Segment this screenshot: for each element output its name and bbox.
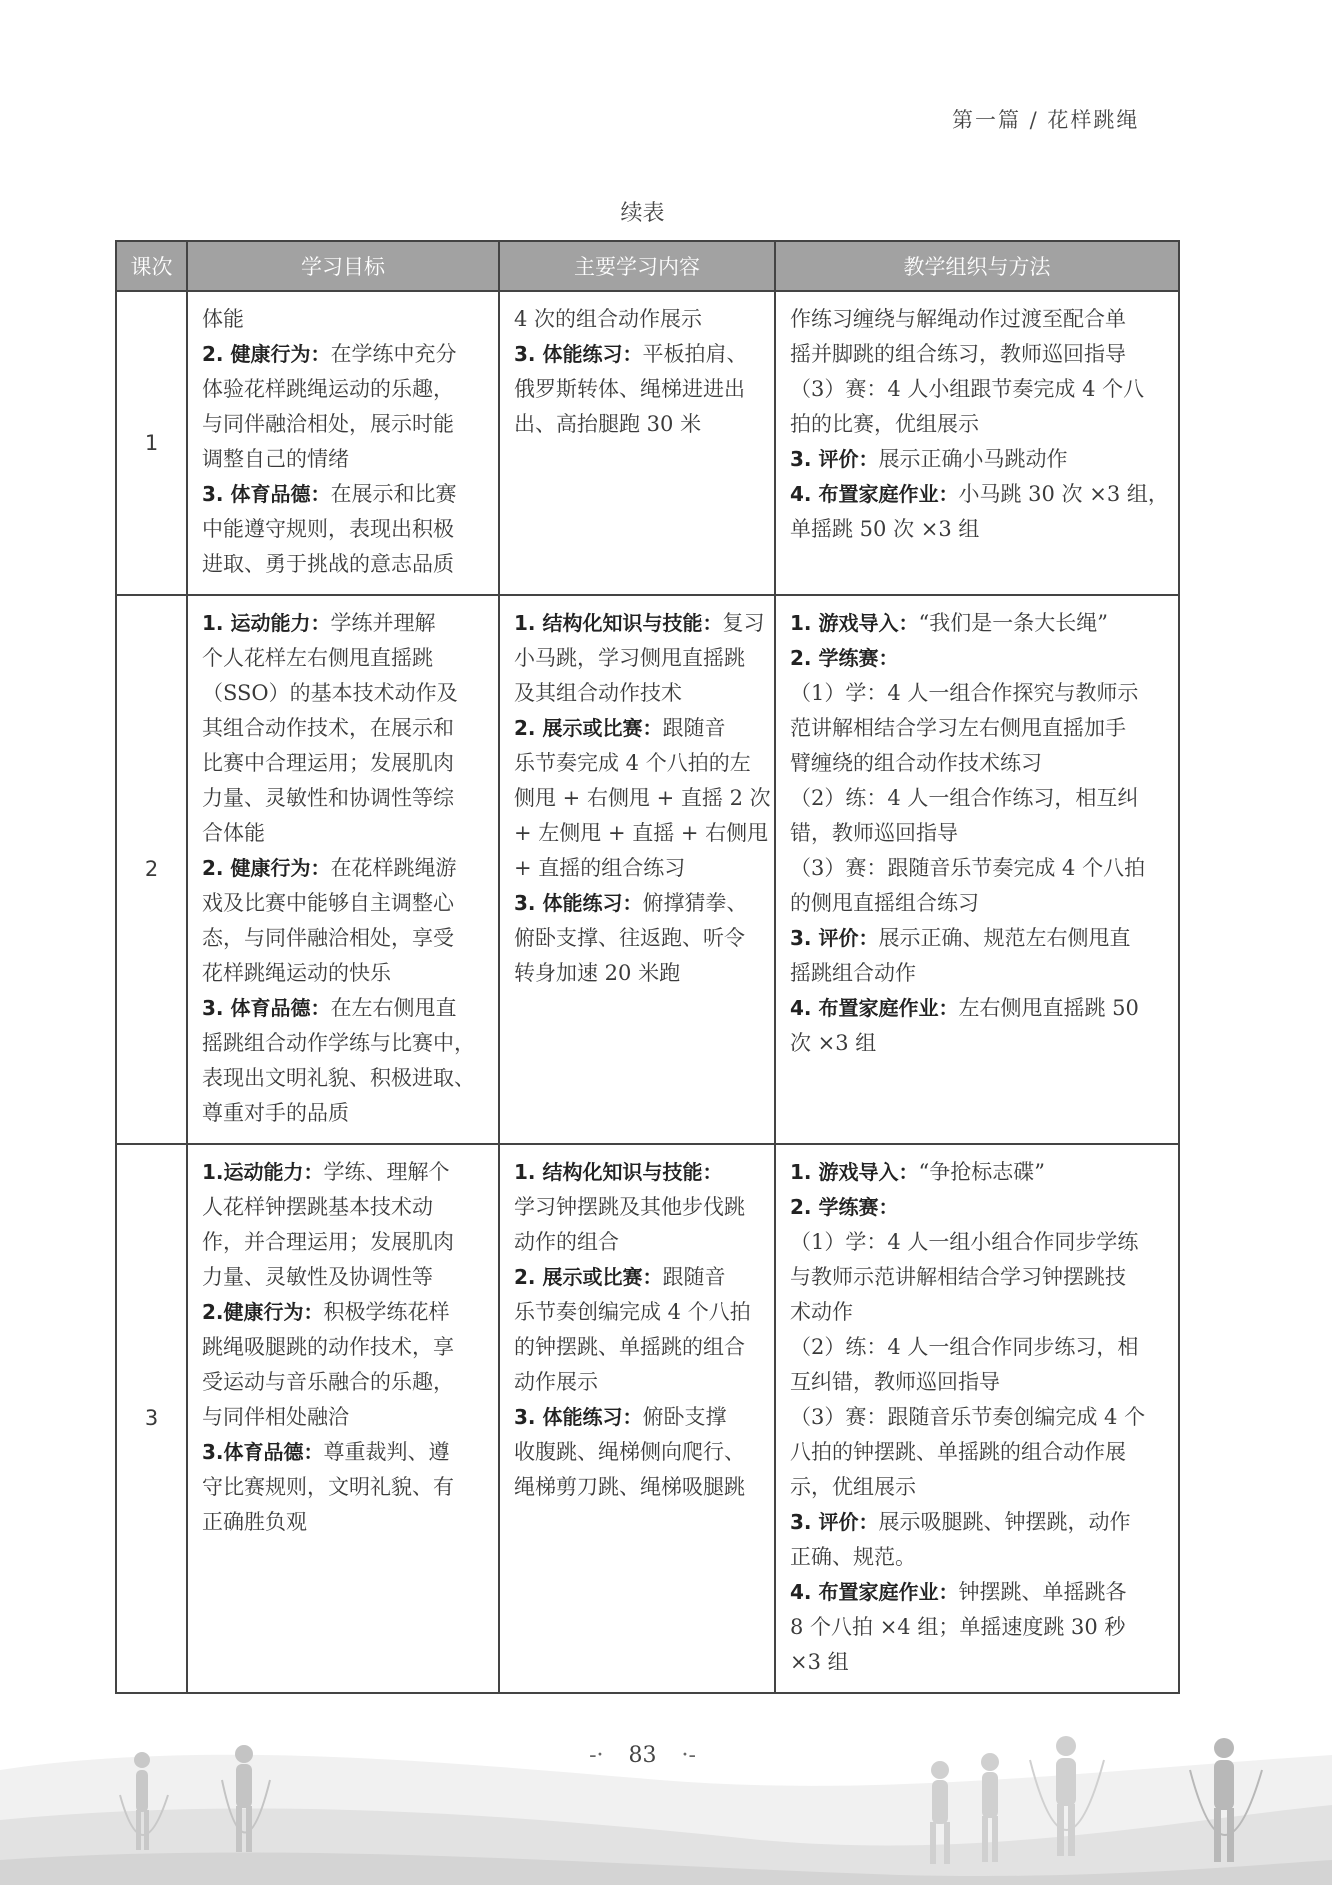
cell-line: [202, 991, 488, 1026]
header-learning-goals: 学习目标: [187, 241, 499, 291]
cell-line-heading: 3. 评价：: [790, 447, 879, 471]
cell-line-text: 复习: [722, 611, 765, 635]
cell-line: [514, 1295, 764, 1330]
cell-line: [514, 1330, 764, 1365]
cell-line-text: 力量、灵敏性及协调性等: [202, 1265, 433, 1289]
cell-line: [202, 1505, 488, 1540]
cell-line: [514, 1400, 764, 1435]
cell-line-text: 乐节奏创编完成 4 个八拍: [514, 1300, 751, 1324]
cell-line-text: 在花样跳绳游: [330, 856, 457, 880]
cell-line-text: 俄罗斯转体、绳梯进进出: [514, 377, 745, 401]
cell-line: [202, 606, 488, 641]
cell-line-text: 出、高抬腿跑 30 米: [514, 412, 702, 436]
cell-line: [790, 851, 1168, 886]
lesson-number-cell: 3: [116, 1144, 187, 1693]
cell-line-text: 8 个八拍 ×4 组；单摇速度跳 30 秒: [790, 1615, 1126, 1639]
cell-line-text: “我们是一条大长绳”: [918, 611, 1108, 635]
cell-line-text: 戏及比赛中能够自主调整心: [202, 891, 454, 915]
cell-line-heading: 2. 展示或比赛：: [514, 716, 663, 740]
cell-line-text: 转身加速 20 米跑: [514, 961, 681, 985]
cell-line-text: 表现出文明礼貌、积极进取、: [202, 1066, 475, 1090]
cell-line: [790, 1505, 1168, 1540]
cell-line: [790, 956, 1168, 991]
cell-line-text: 的侧甩直摇组合练习: [790, 891, 979, 915]
cell-line-text: 人花样钟摆跳基本技术动: [202, 1195, 433, 1219]
cell-line: [790, 1026, 1168, 1061]
teaching-methods-cell: [775, 291, 1179, 595]
cell-line-text: 正确、规范。: [790, 1545, 916, 1569]
header-main-content: 主要学习内容: [499, 241, 775, 291]
cell-line-text: “争抢标志碟”: [918, 1160, 1045, 1184]
learning-goals-cell: [187, 595, 499, 1144]
cell-line-heading: 1. 游戏导入：: [790, 611, 919, 635]
cell-line-text: 中能遵守规则，表现出积极: [202, 517, 454, 541]
cell-line: [790, 1610, 1168, 1645]
cell-line: [202, 1061, 488, 1096]
cell-line: [790, 781, 1168, 816]
cell-line-text: + 左侧甩 + 直摇 + 右侧甩: [514, 821, 769, 845]
cell-line-heading: 1. 结构化知识与技能：: [514, 611, 723, 635]
cell-line: [202, 641, 488, 676]
cell-line: [202, 921, 488, 956]
cell-line-text: 学练并理解: [330, 611, 436, 635]
cell-line: [202, 1470, 488, 1505]
page-number-value: 83: [628, 1743, 657, 1768]
cell-line: [790, 1260, 1168, 1295]
lesson-plan-table: [115, 240, 1180, 1694]
footer-decoration: [0, 1700, 1332, 1885]
cell-line: [514, 956, 764, 991]
cell-line-text: 平板拍肩、: [642, 342, 748, 366]
cell-line: [790, 1225, 1168, 1260]
cell-line: [202, 547, 488, 582]
cell-line-text: 4 次的组合动作展示: [514, 307, 703, 331]
cell-line-text: （1）学：4 人一组小组合作同步学练: [790, 1230, 1139, 1254]
cell-line: [202, 372, 488, 407]
cell-line-text: 术动作: [790, 1300, 853, 1324]
cell-line: [202, 1155, 488, 1190]
cell-line-text: 合体能: [202, 821, 265, 845]
cell-line-heading: 3. 评价：: [790, 1510, 879, 1534]
lesson-number-cell: 1: [116, 291, 187, 595]
cell-line-heading: 3. 体育品德：: [202, 996, 331, 1020]
running-head: 第一篇 / 花样跳绳: [952, 108, 1140, 132]
cell-line-text: 跳绳吸腿跳的动作技术，享: [202, 1335, 454, 1359]
cell-line: [790, 512, 1168, 547]
cell-line: [514, 851, 764, 886]
cell-line-heading: 2.健康行为：: [202, 1300, 324, 1324]
cell-line: [202, 302, 488, 337]
teaching-methods-cell: [775, 595, 1179, 1144]
cell-line: [790, 407, 1168, 442]
cell-line: [790, 1365, 1168, 1400]
cell-line: [202, 676, 488, 711]
cell-line-text: 与教师示范讲解相结合学习钟摆跳技: [790, 1265, 1126, 1289]
cell-line: [514, 746, 764, 781]
cell-line-heading: 2. 学练赛：: [790, 646, 899, 670]
cell-line: [202, 477, 488, 512]
cell-line: [514, 1190, 764, 1225]
header-lesson-number: 课次: [116, 241, 187, 291]
cell-line-heading: 4. 布置家庭作业：: [790, 482, 959, 506]
cell-line: [790, 1330, 1168, 1365]
page-number-right-ornament: ·-: [681, 1743, 696, 1768]
cell-line-text: 八拍的钟摆跳、单摇跳的组合动作展: [790, 1440, 1126, 1464]
cell-line-text: 左右侧甩直摇跳 50: [958, 996, 1139, 1020]
cell-line-heading: 3. 体能练习：: [514, 1405, 643, 1429]
table-row: [116, 291, 1179, 595]
cell-line-heading: 4. 布置家庭作业：: [790, 996, 959, 1020]
cell-line-heading: 1. 结构化知识与技能：: [514, 1160, 723, 1184]
cell-line-heading: 3.体育品德：: [202, 1440, 324, 1464]
table-caption: 续表: [620, 201, 665, 226]
cell-line: [790, 302, 1168, 337]
cell-line-text: 在左右侧甩直: [330, 996, 457, 1020]
cell-line-text: 单摇跳 50 次 ×3 组: [790, 517, 980, 541]
cell-line-text: 作练习缠绕与解绳动作过渡至配合单: [790, 307, 1126, 331]
cell-line-heading: 2. 展示或比赛：: [514, 1265, 663, 1289]
cell-line: [514, 372, 764, 407]
cell-line-text: 进取、勇于挑战的意志品质: [202, 552, 454, 576]
cell-line: [790, 1155, 1168, 1190]
cell-line-text: 跟随音: [662, 716, 726, 740]
cell-line: [202, 1365, 488, 1400]
cell-line: [202, 512, 488, 547]
cell-line: [202, 851, 488, 886]
cell-line: [202, 1225, 488, 1260]
cell-line: [202, 746, 488, 781]
cell-line-text: 学习钟摆跳及其他步伐跳: [514, 1195, 745, 1219]
cell-line: [202, 1026, 488, 1061]
cell-line: [514, 711, 764, 746]
cell-line: [514, 1155, 764, 1190]
cell-line-text: 与同伴相处融洽: [202, 1405, 349, 1429]
cell-line: [202, 337, 488, 372]
cell-line-text: 钟摆跳、单摇跳各: [958, 1580, 1127, 1604]
cell-line-text: 学练、理解个: [323, 1160, 450, 1184]
cell-line: [514, 606, 764, 641]
cell-line-heading: 1. 游戏导入：: [790, 1160, 919, 1184]
cell-line: [514, 1365, 764, 1400]
table-row: [116, 1144, 1179, 1693]
cell-line-text: 互纠错，教师巡回指导: [790, 1370, 1000, 1394]
cell-line-heading: 2. 学练赛：: [790, 1195, 899, 1219]
cell-line: [514, 302, 764, 337]
cell-line-text: 在学练中充分: [330, 342, 457, 366]
cell-line: [514, 676, 764, 711]
table-row: [116, 595, 1179, 1144]
cell-line: [790, 746, 1168, 781]
cell-line-text: 拍的比赛，优组展示: [790, 412, 979, 436]
cell-line: [790, 1540, 1168, 1575]
cell-line-text: + 直摇的组合练习: [514, 856, 686, 880]
cell-line: [202, 1260, 488, 1295]
cell-line-text: 体验花样跳绳运动的乐趣，: [202, 377, 454, 401]
cell-line-text: 展示正确、规范左右侧甩直: [878, 926, 1131, 950]
header-teaching-methods: 教学组织与方法: [775, 241, 1179, 291]
main-content-cell: [499, 1144, 775, 1693]
cell-line-text: 俯卧支撑、往返跑、听令: [514, 926, 745, 950]
cell-line-text: 收腹跳、绳梯侧向爬行、: [514, 1440, 745, 1464]
cell-line: [790, 372, 1168, 407]
cell-line: [202, 781, 488, 816]
cell-line-text: 尊重裁判、遵: [323, 1440, 450, 1464]
cell-line-text: 与同伴融洽相处，展示时能: [202, 412, 454, 436]
cell-line-text: 花样跳绳运动的快乐: [202, 961, 391, 985]
learning-goals-cell: [187, 1144, 499, 1693]
cell-line-text: 动作展示: [514, 1370, 598, 1394]
cell-line-text: 小马跳，学习侧甩直摇跳: [514, 646, 745, 670]
cell-line: [202, 886, 488, 921]
cell-line: [202, 1400, 488, 1435]
cell-line-text: （3）赛：跟随音乐节奏完成 4 个八拍: [790, 856, 1146, 880]
cell-line-text: 态，与同伴融洽相处，享受: [202, 926, 454, 950]
cell-line-text: （3）赛：跟随音乐节奏创编完成 4 个: [790, 1405, 1146, 1429]
cell-line: [202, 1096, 488, 1131]
cell-line: [790, 1645, 1168, 1680]
cell-line-text: 其组合动作技术，在展示和: [202, 716, 454, 740]
cell-line-heading: 3. 评价：: [790, 926, 879, 950]
cell-line-text: 积极学练花样: [323, 1300, 450, 1324]
cell-line: [514, 407, 764, 442]
cell-line-heading: 2. 健康行为：: [202, 856, 331, 880]
cell-line: [790, 337, 1168, 372]
lesson-number-cell: 2: [116, 595, 187, 1144]
cell-line: [202, 1295, 488, 1330]
cell-line: [202, 711, 488, 746]
cell-line-text: 小马跳 30 次 ×3 组，: [958, 482, 1169, 506]
cell-line-heading: 4. 布置家庭作业：: [790, 1580, 959, 1604]
cell-line-text: ×3 组: [790, 1650, 849, 1674]
cell-line: [790, 921, 1168, 956]
cell-line-text: 俯卧支撑: [642, 1405, 727, 1429]
cell-line: [514, 781, 771, 816]
cell-line: [202, 1435, 488, 1470]
cell-line: [514, 1470, 764, 1505]
cell-line: [202, 816, 488, 851]
table-header-row: [116, 241, 1179, 291]
cell-line: [790, 1400, 1168, 1435]
cell-line-text: 展示正确小马跳动作: [878, 447, 1068, 471]
cell-line-text: 动作的组合: [514, 1230, 619, 1254]
cell-line-text: 摇跳组合动作: [790, 961, 916, 985]
cell-line: [202, 1190, 488, 1225]
cell-line: [790, 991, 1168, 1026]
learning-goals-cell: [187, 291, 499, 595]
cell-line-text: 在展示和比赛: [330, 482, 457, 506]
cell-line: [202, 1330, 488, 1365]
cell-line-text: （1）学：4 人一组合作探究与教师示: [790, 681, 1139, 705]
cell-line: [790, 676, 1168, 711]
cell-line: [790, 606, 1168, 641]
cell-line-text: 体能: [202, 307, 244, 331]
cell-line: [790, 1575, 1168, 1610]
cell-line: [514, 886, 764, 921]
cell-line: [514, 337, 764, 372]
cell-line: [790, 1470, 1168, 1505]
cell-line-text: 展示吸腿跳、钟摆跳，动作: [878, 1510, 1131, 1534]
cell-line: [790, 477, 1168, 512]
cell-line: [790, 1435, 1168, 1470]
cell-line-text: 守比赛规则，文明礼貌、有: [202, 1475, 454, 1499]
cell-line: [790, 641, 1168, 676]
cell-line: [514, 816, 769, 851]
teaching-methods-cell: [775, 1144, 1179, 1693]
cell-line: [790, 886, 1168, 921]
main-content-cell: [499, 595, 775, 1144]
cell-line-heading: 3. 体育品德：: [202, 482, 331, 506]
cell-line-text: 错，教师巡回指导: [790, 821, 958, 845]
cell-line-text: 个人花样左右侧甩直摇跳: [202, 646, 433, 670]
cell-line-text: 跟随音: [662, 1265, 726, 1289]
cell-line-text: 俯撑猜拳、: [642, 891, 748, 915]
cell-line-text: 示，优组展示: [790, 1475, 916, 1499]
cell-line-text: 受运动与音乐融合的乐趣，: [202, 1370, 454, 1394]
cell-line-text: 及其组合动作技术: [514, 681, 682, 705]
cell-line-heading: 2. 健康行为：: [202, 342, 331, 366]
cell-line-text: 的钟摆跳、单摇跳的组合: [514, 1335, 745, 1359]
cell-line-text: 摇并脚跳的组合练习，教师巡回指导: [790, 342, 1126, 366]
cell-line-text: 乐节奏完成 4 个八拍的左: [514, 751, 751, 775]
cell-line: [790, 442, 1168, 477]
cell-line-text: 侧甩 + 右侧甩 + 直摇 2 次: [514, 786, 771, 810]
cell-line: [790, 1190, 1168, 1225]
cell-line-text: 调整自己的情绪: [202, 447, 349, 471]
main-content-cell: [499, 291, 775, 595]
cell-line: [514, 1260, 764, 1295]
page-number: [0, 1743, 1285, 1768]
cell-line-text: 尊重对手的品质: [202, 1101, 349, 1125]
cell-line-heading: 1.运动能力：: [202, 1160, 324, 1184]
cell-line: [790, 1295, 1168, 1330]
cell-line: [790, 711, 1168, 746]
cell-line: [514, 1225, 764, 1260]
cell-line: [790, 816, 1168, 851]
cell-line: [202, 442, 488, 477]
cell-line-text: 作，并合理运用；发展肌肉: [202, 1230, 454, 1254]
cell-line: [514, 921, 764, 956]
cell-line-text: 摇跳组合动作学练与比赛中，: [202, 1031, 475, 1055]
cell-line-text: 次 ×3 组: [790, 1031, 877, 1055]
cell-line-heading: 1. 运动能力：: [202, 611, 331, 635]
cell-line-heading: 3. 体能练习：: [514, 891, 643, 915]
page-number-left-ornament: -·: [589, 1743, 604, 1768]
cell-line-text: 力量、灵敏性和协调性等综: [202, 786, 454, 810]
cell-line: [202, 407, 488, 442]
cell-line: [514, 1435, 764, 1470]
cell-line-text: 正确胜负观: [202, 1510, 307, 1534]
cell-line: [514, 641, 764, 676]
cell-line-text: 比赛中合理运用；发展肌肉: [202, 751, 454, 775]
cell-line-heading: 3. 体能练习：: [514, 342, 643, 366]
cell-line-text: （2）练：4 人一组合作同步练习，相: [790, 1335, 1139, 1359]
cell-line-text: 臂缠绕的组合动作技术练习: [790, 751, 1042, 775]
cell-line-text: 绳梯剪刀跳、绳梯吸腿跳: [514, 1475, 745, 1499]
cell-line-text: （2）练：4 人一组合作练习，相互纠: [790, 786, 1139, 810]
cell-line-text: （3）赛：4 人小组跟节奏完成 4 个八: [790, 377, 1145, 401]
cell-line-text: （SSO）的基本技术动作及: [202, 681, 458, 705]
cell-line-text: 范讲解相结合学习左右侧甩直摇加手: [790, 716, 1126, 740]
cell-line: [202, 956, 488, 991]
